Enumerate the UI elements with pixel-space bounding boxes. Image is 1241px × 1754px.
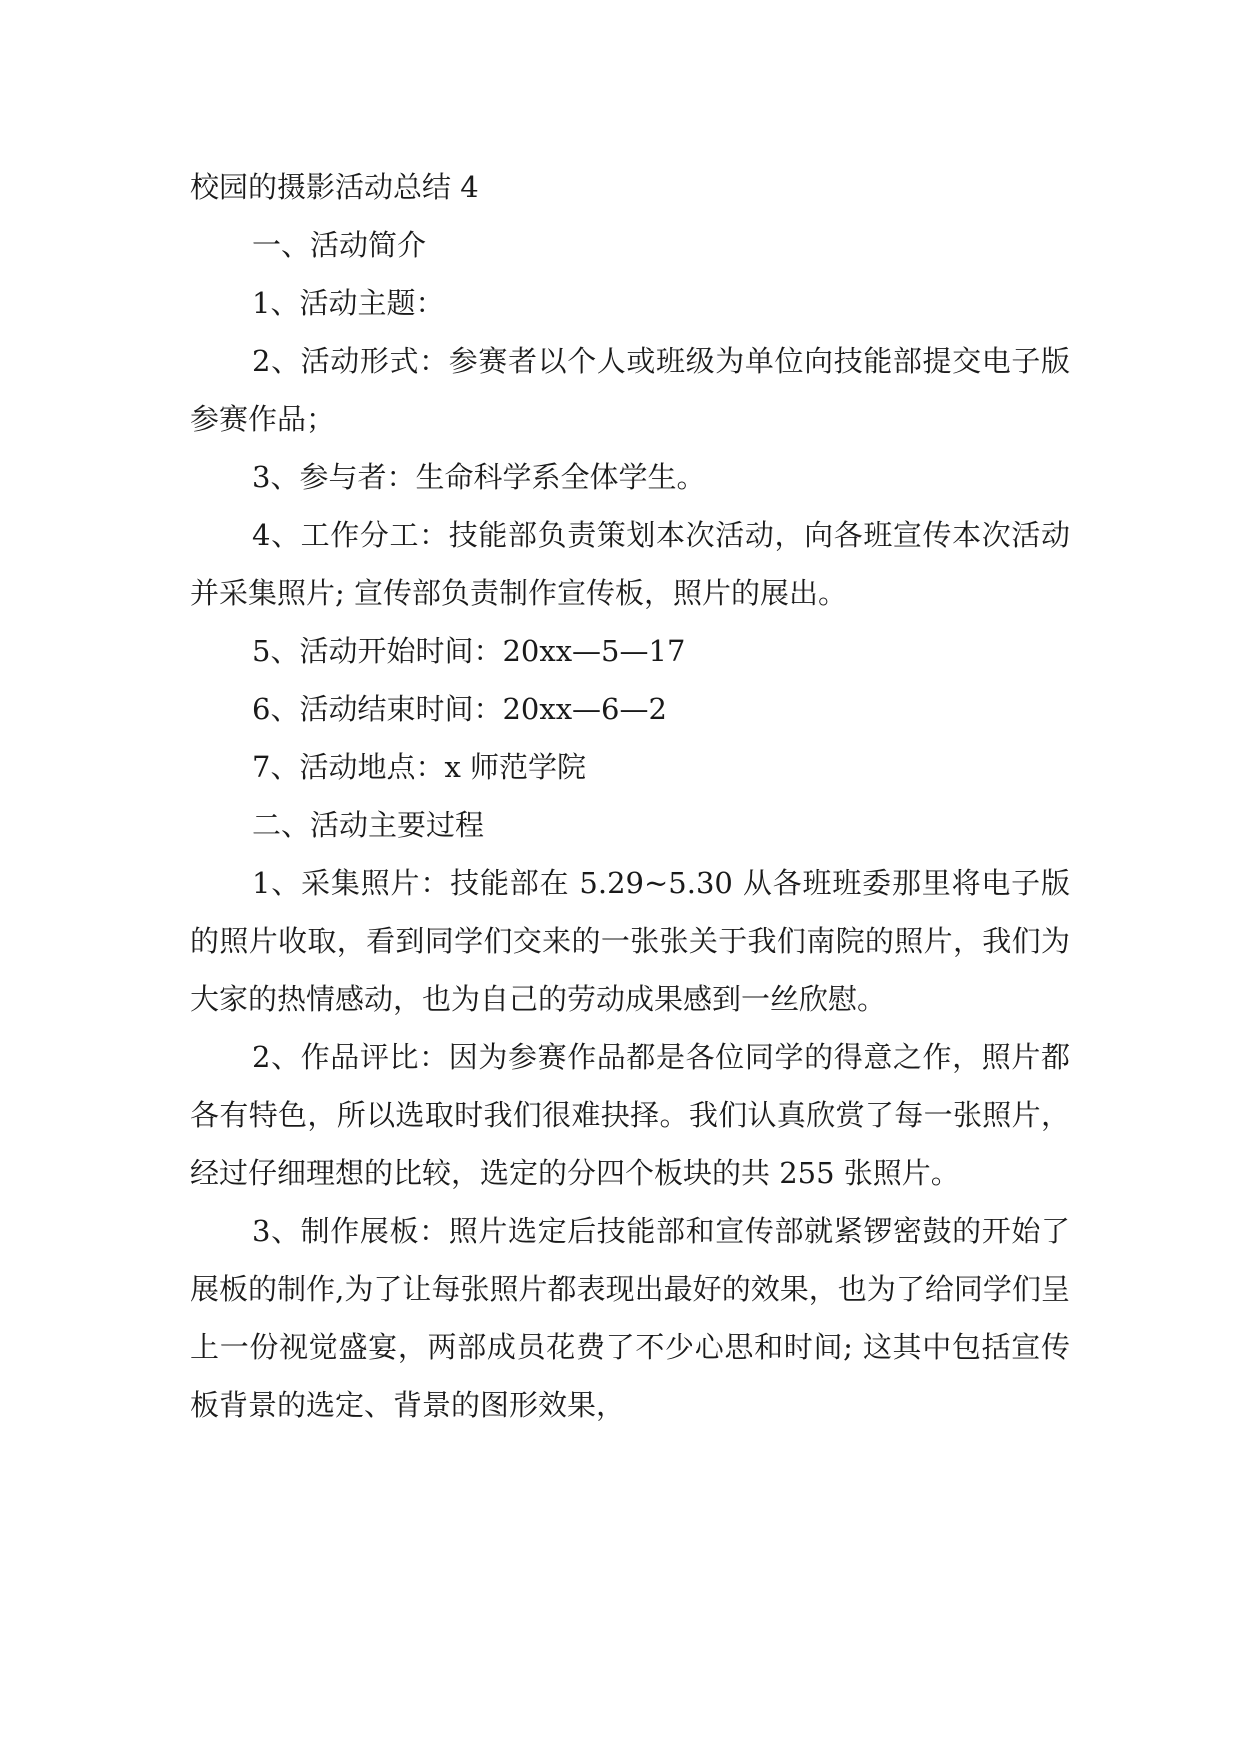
- paragraph-format: 2、活动形式：参赛者以个人或班级为单位向技能部提交电子版参赛作品；: [190, 344, 1070, 436]
- paragraph-participants: 3、参与者：生命科学系全体学生。: [252, 460, 706, 494]
- paragraph-end-time: 6、活动结束时间：20xx—6—2: [252, 692, 667, 726]
- section-heading-intro: 一、活动简介: [252, 228, 427, 262]
- paragraph-collect-photos: 1、采集照片：技能部在 5.29~5.30 从各班班委那里将电子版的照片收取，看到同学们交来的一张张关于我们南院的照片，我们为大家的热情感动，也为自己的劳动成果感到一丝欣慰。: [190, 866, 1070, 1016]
- paragraph-division-of-labor: 4、工作分工：技能部负责策划本次活动，向各班宣传本次活动并采集照片; 宣传部负责制作宣传板，照片的展出。: [190, 518, 1070, 610]
- paragraph-theme: 1、活动主题：: [252, 286, 445, 320]
- paragraph-start-time: 5、活动开始时间：20xx—5—17: [252, 634, 686, 668]
- paragraph-display-boards: 3、制作展板：照片选定后技能部和宣传部就紧锣密鼓的开始了展板的制作,为了让每张照片都表现出最好的效果，也为了给同学们呈上一份视觉盛宴，两部成员花费了不少心思和时间; 这其中包括宣传板背景的选定、背景的图形效果，: [190, 1214, 1070, 1422]
- document-page: [190, 158, 1070, 1434]
- paragraph-judging: 2、作品评比：因为参赛作品都是各位同学的得意之作，照片都各有特色，所以选取时我们很难抉择。我们认真欣赏了每一张照片，经过仔细理想的比较，选定的分四个板块的共 255 张照片。: [190, 1040, 1070, 1190]
- section-heading-process: 二、活动主要过程: [252, 808, 485, 842]
- document-title: 校园的摄影活动总结 4: [190, 170, 479, 204]
- paragraph-location: 7、活动地点：x 师范学院: [252, 750, 587, 784]
